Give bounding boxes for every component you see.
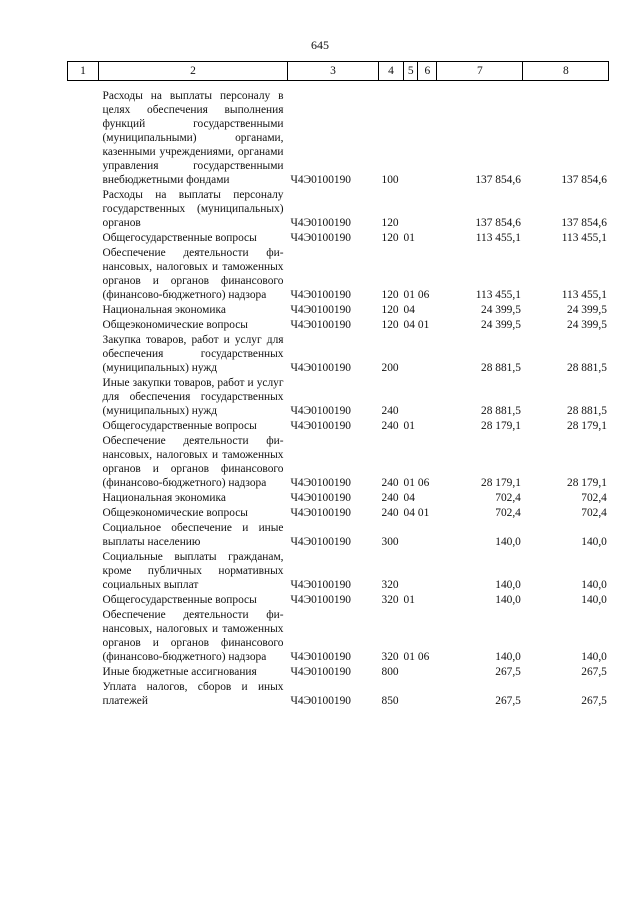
cell-section: 01 [403,651,415,663]
cell-target-code: Ч4Э0100190 [290,232,351,244]
table-row [68,187,609,230]
cell-amount-7: 28 179,1 [481,477,521,489]
cell-amount-7: 140,0 [495,579,521,591]
cell-empty [68,375,99,418]
cell-empty [68,418,99,433]
cell-amount-8: 24 399,5 [567,304,607,316]
header-col-6: 6 [418,62,437,81]
cell-subsection: 06 [417,651,430,663]
cell-expense-type: 850 [381,695,399,707]
cell-description: Закупка товаров, работ и услуг для обеспечения государственных (муниципальных) нужд [102,334,284,374]
cell-expense-type: 120 [381,289,399,301]
cell-expense-type: 120 [381,217,399,229]
cell-expense-type: 240 [381,492,399,504]
cell-description: Общегосударственные вопросы [102,420,257,432]
cell-subsection: 01 [417,507,430,519]
table-row [68,433,609,490]
header-row [68,62,609,81]
cell-empty [68,332,99,375]
cell-target-code: Ч4Э0100190 [290,362,351,374]
cell-amount-8: 28 881,5 [567,362,607,374]
cell-description: Иные закупки товаров, работ и услуг для обеспечения государственных (муниципальных) нужд [102,377,284,417]
cell-empty [68,679,99,708]
cell-amount-8: 140,0 [581,594,607,606]
cell-subsection [418,520,437,549]
table-row [68,607,609,664]
cell-section [404,520,418,549]
header-col-1: 1 [68,62,99,81]
cell-empty [68,592,99,607]
cell-section: 01 [403,289,415,301]
cell-amount-8: 24 399,5 [567,319,607,331]
table-body [68,81,609,709]
cell-subsection [418,375,437,418]
cell-expense-type: 240 [381,477,399,489]
cell-empty [68,302,99,317]
table-row [68,245,609,302]
cell-target-code: Ч4Э0100190 [290,695,351,707]
cell-description: Социальное обеспечение и иные выплаты населению [102,522,284,548]
table-row [68,302,609,317]
cell-amount-7: 28 881,5 [481,362,521,374]
cell-amount-7: 140,0 [495,536,521,548]
table-header [68,62,609,81]
cell-amount-7: 28 179,1 [481,420,521,432]
cell-amount-7: 267,5 [495,666,521,678]
cell-amount-8: 113 455,1 [561,289,607,301]
cell-description: Национальная экономика [102,304,226,316]
table-row [68,592,609,607]
table-row [68,375,609,418]
cell-section [404,549,418,592]
cell-subsection [418,332,437,375]
cell-empty [68,520,99,549]
cell-subsection [418,679,437,708]
header-col-3: 3 [288,62,379,81]
cell-empty [68,490,99,505]
table-row [68,679,609,708]
cell-description: Обеспечение деятельности финансовых, налоговых и таможенных органов и органов финансового (финансово-бюджетного) надзора [102,435,284,489]
table-row [68,81,609,188]
cell-section [404,187,418,230]
cell-amount-7: 28 881,5 [481,405,521,417]
cell-amount-8: 267,5 [581,695,607,707]
cell-amount-7: 702,4 [495,492,521,504]
cell-empty [68,317,99,332]
cell-description: Обеспечение деятельности финансовых, налоговых и таможенных органов и органов финансового (финансово-бюджетного) надзора [102,247,284,301]
cell-amount-7: 113 455,1 [475,232,521,244]
cell-target-code: Ч4Э0100190 [290,420,351,432]
cell-expense-type: 120 [381,232,399,244]
cell-expense-type: 240 [381,420,399,432]
cell-section: 04 [403,304,415,316]
cell-expense-type: 320 [381,651,399,663]
cell-subsection [418,490,437,505]
cell-section [404,375,418,418]
cell-expense-type: 120 [381,304,399,316]
cell-subsection [418,230,437,245]
table-row [68,332,609,375]
cell-section [404,332,418,375]
table-row [68,418,609,433]
cell-amount-8: 702,4 [581,507,607,519]
table-row [68,317,609,332]
cell-amount-8: 28 881,5 [567,405,607,417]
header-col-2: 2 [99,62,288,81]
cell-empty [68,433,99,490]
table-row [68,520,609,549]
table-row [68,549,609,592]
cell-expense-type: 800 [381,666,399,678]
cell-description: Расходы на выплаты персоналу государственных (муниципальных) органов [102,189,284,229]
cell-subsection [418,592,437,607]
cell-amount-8: 140,0 [581,651,607,663]
cell-target-code: Ч4Э0100190 [290,492,351,504]
cell-target-code: Ч4Э0100190 [290,477,351,489]
cell-empty [68,187,99,230]
cell-expense-type: 300 [381,536,399,548]
header-col-4: 4 [379,62,404,81]
cell-description: Социальные выплаты гражданам, кроме публичных нормативных социальных выплат [102,551,284,591]
cell-description: Общегосударственные вопросы [102,594,257,606]
cell-section [404,664,418,679]
cell-amount-8: 137 854,6 [561,217,607,229]
cell-target-code: Ч4Э0100190 [290,507,351,519]
table-row [68,664,609,679]
cell-empty [68,230,99,245]
cell-section: 01 [403,594,415,606]
table-row [68,505,609,520]
cell-amount-7: 140,0 [495,651,521,663]
cell-subsection: 06 [417,477,430,489]
cell-description: Иные бюджетные ассигнования [102,666,257,678]
cell-amount-7: 24 399,5 [481,304,521,316]
cell-amount-7: 24 399,5 [481,319,521,331]
cell-description: Национальная экономика [102,492,226,504]
cell-subsection [418,549,437,592]
cell-target-code: Ч4Э0100190 [290,304,351,316]
cell-empty [68,607,99,664]
cell-empty [68,245,99,302]
cell-amount-8: 137 854,6 [561,174,607,186]
cell-expense-type: 240 [381,405,399,417]
cell-target-code: Ч4Э0100190 [290,666,351,678]
cell-target-code: Ч4Э0100190 [290,319,351,331]
cell-target-code: Ч4Э0100190 [290,579,351,591]
cell-description: Общегосударственные вопросы [102,232,257,244]
cell-subsection [418,302,437,317]
cell-expense-type: 120 [381,319,399,331]
cell-empty [68,549,99,592]
cell-section: 04 [403,492,415,504]
cell-target-code: Ч4Э0100190 [290,174,351,186]
header-col-5: 5 [404,62,418,81]
cell-subsection [418,418,437,433]
cell-target-code: Ч4Э0100190 [290,405,351,417]
budget-table [67,61,609,708]
cell-target-code: Ч4Э0100190 [290,594,351,606]
cell-target-code: Ч4Э0100190 [290,289,351,301]
cell-expense-type: 100 [381,174,399,186]
cell-section: 04 [403,319,415,331]
cell-amount-7: 140,0 [495,594,521,606]
cell-section [404,679,418,708]
cell-description: Общеэкономические вопросы [102,507,248,519]
cell-section: 01 [403,232,415,244]
cell-amount-8: 140,0 [581,579,607,591]
cell-amount-7: 137 854,6 [475,174,521,186]
cell-amount-7: 137 854,6 [475,217,521,229]
header-col-7: 7 [437,62,523,81]
cell-expense-type: 240 [381,507,399,519]
cell-amount-8: 28 179,1 [567,477,607,489]
cell-target-code: Ч4Э0100190 [290,217,351,229]
cell-subsection [418,187,437,230]
cell-expense-type: 320 [381,579,399,591]
page-number: 645 [311,38,329,52]
cell-amount-8: 140,0 [581,536,607,548]
cell-description: Уплата налогов, сборов и иных платежей [102,681,284,707]
cell-section [404,81,418,188]
table-row [68,230,609,245]
cell-amount-7: 267,5 [495,695,521,707]
cell-subsection [418,664,437,679]
cell-amount-8: 267,5 [581,666,607,678]
cell-section: 01 [403,420,415,432]
table-row [68,490,609,505]
cell-subsection: 06 [417,289,430,301]
cell-subsection [418,81,437,188]
cell-empty [68,505,99,520]
cell-target-code: Ч4Э0100190 [290,536,351,548]
cell-section: 04 [403,507,415,519]
cell-description: Расходы на выплаты персоналу в целях обеспечения выполнения функций государственными (муниципальными) органами, казенными учреждениями, органами управления государственными внебюджетными фондами [102,90,284,186]
cell-amount-8: 28 179,1 [567,420,607,432]
cell-amount-8: 113 455,1 [561,232,607,244]
cell-empty [68,664,99,679]
cell-amount-7: 113 455,1 [475,289,521,301]
cell-description: Общеэкономические вопросы [102,319,248,331]
cell-subsection: 01 [417,319,430,331]
cell-target-code: Ч4Э0100190 [290,651,351,663]
cell-expense-type: 320 [381,594,399,606]
cell-description: Обеспечение деятельности финансовых, налоговых и таможенных органов и органов финансового (финансово-бюджетного) надзора [102,609,284,663]
cell-section: 01 [403,477,415,489]
cell-expense-type: 200 [381,362,399,374]
cell-amount-8: 702,4 [581,492,607,504]
header-col-8: 8 [523,62,609,81]
cell-amount-7: 702,4 [495,507,521,519]
cell-empty [68,81,99,188]
